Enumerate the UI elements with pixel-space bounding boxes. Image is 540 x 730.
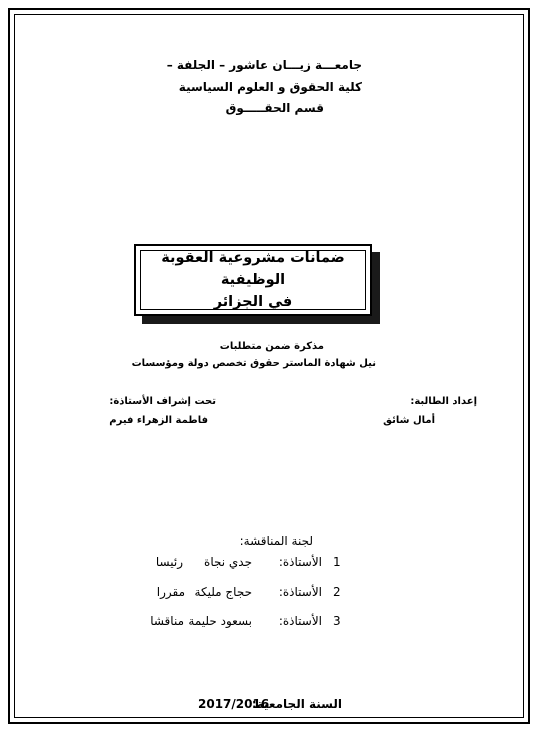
committee-member-name: بسعود حليمة bbox=[188, 614, 252, 628]
academic-year-label: السنة الجامعية: bbox=[251, 697, 342, 711]
university-name: جامعـــة زيـــان عاشور – الجلفة – bbox=[166, 58, 362, 72]
committee-member-number: 3 bbox=[333, 614, 341, 628]
committee-member-title: الأستاذة: bbox=[278, 614, 322, 628]
supervisor-name: فاطمة الزهراء فيرم bbox=[109, 415, 208, 426]
thesis-title-line-1: ضمانات مشروعية العقوبة الوظيفية bbox=[161, 250, 345, 288]
thesis-title-box bbox=[134, 244, 380, 324]
committee-member-role: مناقشا bbox=[150, 614, 184, 628]
thesis-title-line-2: في الجزائر bbox=[213, 294, 293, 310]
committee-member-name: حجاج مليكة bbox=[194, 585, 252, 599]
supervisor-label: تحت إشراف الأستاذة: bbox=[109, 396, 216, 407]
committee-member-title: الأستاذة: bbox=[278, 585, 322, 599]
committee-member-role: رئيسا bbox=[155, 555, 183, 569]
title-box-frame bbox=[134, 244, 372, 316]
faculty-name: كلية الحقوق و العلوم السياسية bbox=[178, 80, 362, 94]
thesis-subtitle-line-1: مذكرة ضمن متطلبات bbox=[219, 341, 324, 352]
student-label: إعداد الطالبة: bbox=[410, 396, 477, 407]
committee-member-number: 2 bbox=[333, 585, 341, 599]
committee-member-title: الأستاذة: bbox=[278, 555, 322, 569]
committee-member-name: جدي نجاة bbox=[204, 555, 252, 569]
committee-member-number: 1 bbox=[333, 555, 341, 569]
title-box-inner-frame bbox=[140, 250, 366, 310]
committee-member-role: مقررا bbox=[156, 585, 185, 599]
department-name: قسم الحقـــــوق bbox=[225, 101, 324, 115]
academic-year-value: 2017/2016 bbox=[198, 697, 270, 711]
student-name: أمال شائق bbox=[383, 415, 435, 426]
thesis-subtitle-line-2: نيل شهادة الماستر حقوق تخصص دولة ومؤسسات bbox=[131, 358, 376, 369]
committee-heading: لجنة المناقشة: bbox=[239, 534, 313, 548]
